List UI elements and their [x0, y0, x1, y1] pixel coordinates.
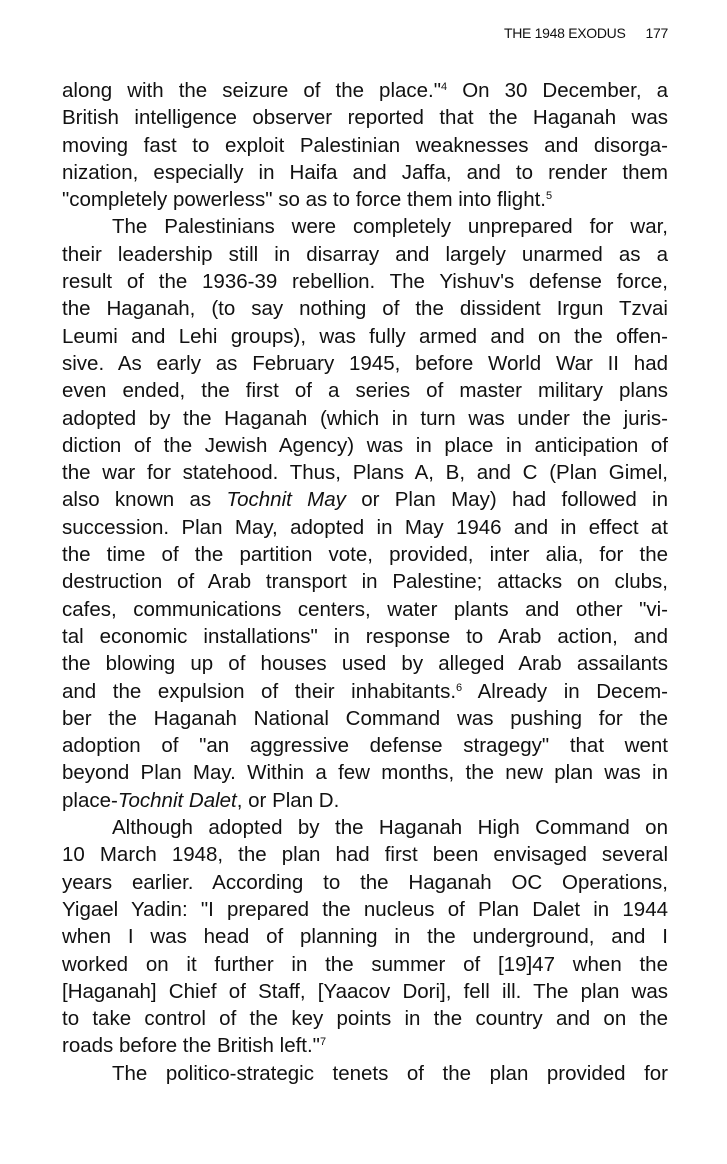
body-text [62, 77, 668, 1087]
text-line: along with the seizure of the place."$^4$ On 30 December, a [62, 79, 668, 102]
text-line: British intelligence observer reported that the Haganah was [62, 106, 668, 130]
page-number: 177 [645, 25, 668, 41]
text-line: diction of the Jewish Agency) was in place in anticipation of [62, 433, 668, 457]
text-line: cafes, communications centers, water plants and other "vi- [62, 597, 668, 621]
text-line: adopted by the Haganah (which in turn was under the juris- [62, 406, 668, 430]
text-line: ber the Haganah National Command was pushing for the [62, 706, 668, 730]
italic-term: Tochnit May [226, 488, 346, 512]
text-line: to take control of the key points in the country and on the [62, 1007, 668, 1031]
text-line: Yigael Yadin: "I prepared the nucleus of Plan Dalet in 1944 [62, 897, 668, 921]
text-line: the blowing up of houses used by alleged Arab assailants [62, 652, 668, 676]
footnote-marker: 5 [546, 190, 553, 203]
text-line: result of the 1936-39 rebellion. The Yishuv's defense force, [62, 270, 668, 294]
text-line: beyond Plan May. Within a few months, the new plan was in [62, 761, 668, 785]
text-line: nization, especially in Haifa and Jaffa, and to render them [62, 160, 668, 184]
text-line: their leadership still in disarray and largely unarmed as a [62, 242, 668, 266]
text-line: succession. Plan May, adopted in May 1946 and in effect at [62, 515, 668, 539]
footnote-marker: 4 [441, 81, 448, 93]
footnote-marker: 7 [319, 1036, 327, 1049]
footnote-marker: 6 [456, 681, 463, 694]
text-line: the time of the partition vote, provided, inter alia, for the [62, 543, 668, 567]
italic-term: Tochnit Dalet [117, 788, 237, 812]
text-line: tal economic installations" in response to Arab action, and [62, 624, 668, 648]
running-title: THE 1948 EXODUS [503, 25, 626, 41]
text-line: "completely powerless" so as to force them into flight.$^5$ [62, 188, 553, 212]
text-line: roads before the British left."$^7$ [62, 1034, 327, 1058]
text-line: [Haganah] Chief of Staff, [Yaacov Dori], fell ill. The plan was [62, 979, 668, 1003]
text-line: 10 March 1948, the plan had first been envisaged several [62, 843, 668, 867]
text-line: and the expulsion of their inhabitants.$^6$ Already in Decem- [62, 679, 668, 703]
text-line: Leumi and Lehi groups), was fully armed and on the offen- [62, 324, 668, 348]
text-line: moving fast to exploit Palestinian weaknesses and disorga- [62, 133, 668, 157]
running-head [440, 25, 668, 41]
text-line: Although adopted by the Haganah High Command on [112, 816, 668, 840]
text-line: worked on it further in the summer of [19]47 when the [62, 952, 668, 976]
text-line: adoption of "an aggressive defense stragegy" that went [62, 734, 668, 758]
text-line: The politico-strategic tenets of the plan provided for [112, 1061, 668, 1085]
text-line: the war for statehood. Thus, Plans A, B, and C (Plan Gimel, [62, 461, 668, 485]
text-line: also known as Tochnit May or Plan May) had followed in [62, 488, 668, 512]
text-line: destruction of Arab transport in Palestine; attacks on clubs, [62, 570, 668, 594]
text-line: years earlier. According to the Haganah OC Operations, [62, 870, 668, 894]
text-line: sive. As early as February 1945, before World War II had [62, 351, 668, 375]
text-line: place-Tochnit Dalet, or Plan D. [62, 788, 340, 812]
text-line: the Haganah, (to say nothing of the dissident Irgun Tzvai [62, 297, 668, 321]
text-line: when I was head of planning in the underground, and I [62, 925, 668, 949]
text-line: even ended, the first of a series of master military plans [62, 379, 668, 403]
text-line: The Palestinians were completely unprepared for war, [112, 215, 668, 239]
